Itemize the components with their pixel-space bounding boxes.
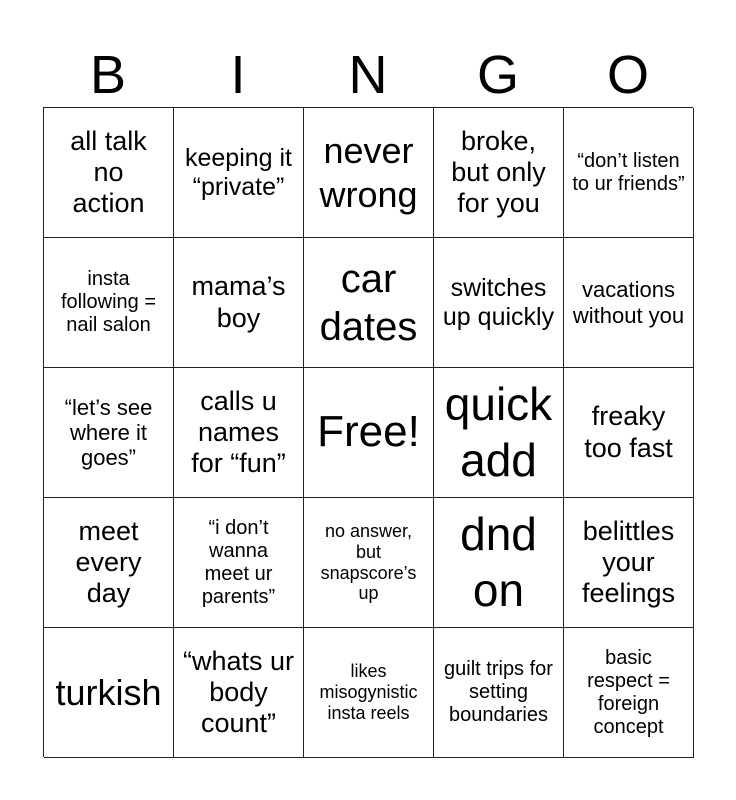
header-letter-i: I <box>230 45 246 105</box>
bingo-cell[interactable]: “let’s see where it goes” <box>44 368 174 498</box>
bingo-cell[interactable]: never wrong <box>304 108 434 238</box>
bingo-cell[interactable]: mama’s boy <box>174 238 304 368</box>
header-letter-g: G <box>476 45 519 105</box>
free-space[interactable]: Free! <box>304 368 434 498</box>
bingo-cell[interactable]: freaky too fast <box>564 368 694 498</box>
bingo-cell[interactable]: all talk no action <box>44 108 174 238</box>
bingo-cell[interactable]: belittles your feelings <box>564 498 694 628</box>
bingo-cell[interactable]: guilt trips for setting boundaries <box>434 628 564 758</box>
bingo-cell[interactable]: switches up quickly <box>434 238 564 368</box>
header-letter-o: O <box>606 45 649 105</box>
bingo-cell[interactable]: broke, but only for you <box>434 108 564 238</box>
bingo-cell[interactable]: calls u names for “fun” <box>174 368 304 498</box>
bingo-cell[interactable]: likes misogynistic insta reels <box>304 628 434 758</box>
bingo-cell[interactable]: “don’t listen to ur friends” <box>564 108 694 238</box>
bingo-cell[interactable]: keeping it “private” <box>174 108 304 238</box>
bingo-cell[interactable]: quick add <box>434 368 564 498</box>
bingo-cell[interactable]: car dates <box>304 238 434 368</box>
bingo-cell[interactable]: turkish <box>44 628 174 758</box>
bingo-cell[interactable]: basic respect = foreign concept <box>564 628 694 758</box>
header-letter-b: B <box>89 45 127 105</box>
bingo-cell[interactable]: meet every day <box>44 498 174 628</box>
bingo-cell[interactable]: “i don’t wanna meet ur parents” <box>174 498 304 628</box>
bingo-cell[interactable]: “whats ur body count” <box>174 628 304 758</box>
header-letter-n: N <box>348 45 388 105</box>
bingo-board <box>43 107 693 757</box>
bingo-cell[interactable]: dnd on <box>434 498 564 628</box>
bingo-cell[interactable]: insta following = nail salon <box>44 238 174 368</box>
bingo-cell[interactable]: vacations without you <box>564 238 694 368</box>
bingo-cell[interactable]: no answer, but snapscore’s up <box>304 498 434 628</box>
bingo-header <box>43 44 693 106</box>
